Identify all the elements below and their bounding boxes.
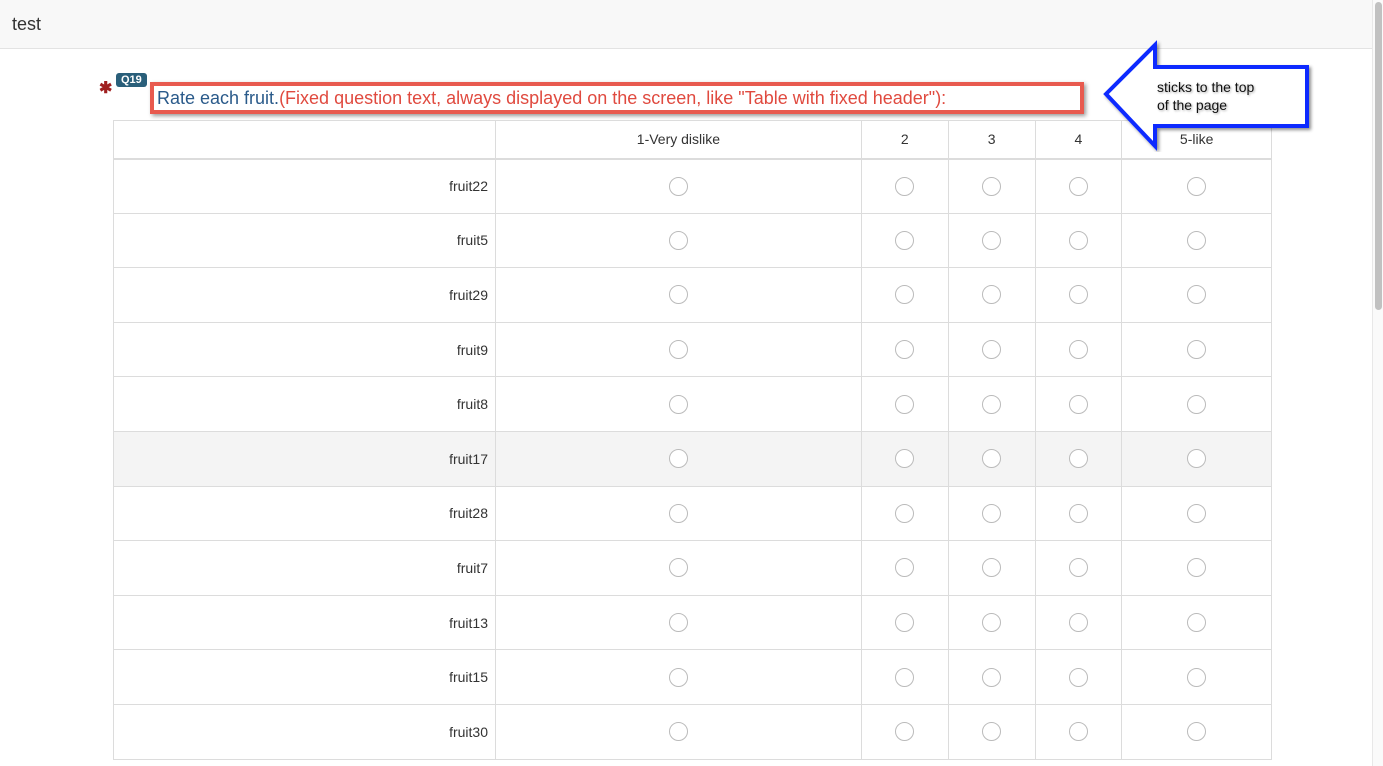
radio-button[interactable] xyxy=(1187,285,1206,304)
radio-button[interactable] xyxy=(895,285,914,304)
radio-cell[interactable] xyxy=(1122,541,1272,596)
column-header: 5-like xyxy=(1122,121,1272,159)
radio-button[interactable] xyxy=(1187,231,1206,250)
radio-cell[interactable] xyxy=(948,213,1035,268)
table-row xyxy=(114,268,1272,323)
radio-button[interactable] xyxy=(669,449,688,468)
row-label: fruit17 xyxy=(114,431,496,486)
radio-button[interactable] xyxy=(1187,449,1206,468)
question-text: Rate each fruit. xyxy=(157,88,280,108)
radio-button[interactable] xyxy=(982,613,1001,632)
radio-cell[interactable] xyxy=(1035,704,1122,759)
radio-cell[interactable] xyxy=(496,322,862,377)
annotation-note xyxy=(1157,78,1254,114)
radio-button[interactable] xyxy=(1069,449,1088,468)
radio-cell[interactable] xyxy=(1035,268,1122,323)
radio-cell[interactable] xyxy=(861,704,948,759)
radio-button[interactable] xyxy=(895,668,914,687)
app-title: test xyxy=(12,14,42,34)
radio-button[interactable] xyxy=(1069,177,1088,196)
radio-button[interactable] xyxy=(669,340,688,359)
radio-button[interactable] xyxy=(1069,668,1088,687)
radio-cell[interactable] xyxy=(1035,322,1122,377)
radio-button[interactable] xyxy=(669,395,688,414)
radio-cell[interactable] xyxy=(861,377,948,432)
table-row xyxy=(114,486,1272,541)
table-row xyxy=(114,650,1272,705)
question-title xyxy=(150,82,1084,114)
radio-cell[interactable] xyxy=(861,159,948,214)
radio-button[interactable] xyxy=(1187,613,1206,632)
radio-cell[interactable] xyxy=(1035,431,1122,486)
radio-cell[interactable] xyxy=(948,541,1035,596)
radio-button[interactable] xyxy=(982,449,1001,468)
radio-button[interactable] xyxy=(982,722,1001,741)
radio-cell[interactable] xyxy=(496,650,862,705)
radio-button[interactable] xyxy=(982,340,1001,359)
radio-cell[interactable] xyxy=(1035,541,1122,596)
radio-cell[interactable] xyxy=(496,159,862,214)
table-row xyxy=(114,704,1272,759)
table-row xyxy=(114,377,1272,432)
radio-button[interactable] xyxy=(982,285,1001,304)
radio-button[interactable] xyxy=(1069,285,1088,304)
row-label: fruit29 xyxy=(114,268,496,323)
radio-button[interactable] xyxy=(895,449,914,468)
radio-cell[interactable] xyxy=(861,541,948,596)
radio-button[interactable] xyxy=(1069,340,1088,359)
radio-button[interactable] xyxy=(895,722,914,741)
row-label: fruit9 xyxy=(114,322,496,377)
required-marker: ✱ xyxy=(99,80,113,97)
table-row xyxy=(114,431,1272,486)
radio-cell[interactable] xyxy=(1122,431,1272,486)
table-row xyxy=(114,213,1272,268)
radio-button[interactable] xyxy=(895,395,914,414)
radio-cell[interactable] xyxy=(948,650,1035,705)
row-label: fruit15 xyxy=(114,650,496,705)
radio-cell[interactable] xyxy=(861,268,948,323)
row-label: fruit8 xyxy=(114,377,496,432)
radio-cell[interactable] xyxy=(861,486,948,541)
radio-button[interactable] xyxy=(669,231,688,250)
column-header: 4 xyxy=(1035,121,1122,159)
radio-cell[interactable] xyxy=(948,595,1035,650)
column-header: 3 xyxy=(948,121,1035,159)
annotation-line-1: sticks to the top xyxy=(1157,79,1255,95)
radio-button[interactable] xyxy=(1187,722,1206,741)
radio-cell[interactable] xyxy=(1122,650,1272,705)
radio-cell[interactable] xyxy=(948,322,1035,377)
radio-button[interactable] xyxy=(669,558,688,577)
radio-cell[interactable] xyxy=(1035,213,1122,268)
radio-cell[interactable] xyxy=(861,650,948,705)
radio-cell[interactable] xyxy=(496,377,862,432)
row-label: fruit7 xyxy=(114,541,496,596)
radio-button[interactable] xyxy=(1187,395,1206,414)
scrollbar[interactable] xyxy=(1372,0,1383,766)
radio-cell[interactable] xyxy=(1035,486,1122,541)
scrollbar-thumb[interactable] xyxy=(1375,2,1382,310)
column-header: 1-Very dislike xyxy=(496,121,862,159)
row-label: fruit30 xyxy=(114,704,496,759)
radio-cell[interactable] xyxy=(496,486,862,541)
radio-button[interactable] xyxy=(1069,722,1088,741)
radio-button[interactable] xyxy=(982,504,1001,523)
row-label: fruit22 xyxy=(114,159,496,214)
radio-cell[interactable] xyxy=(861,595,948,650)
radio-cell[interactable] xyxy=(496,431,862,486)
radio-button[interactable] xyxy=(1069,504,1088,523)
radio-button[interactable] xyxy=(982,231,1001,250)
radio-cell[interactable] xyxy=(1122,595,1272,650)
radio-button[interactable] xyxy=(669,613,688,632)
radio-cell[interactable] xyxy=(948,268,1035,323)
annotation-line-2: of the page xyxy=(1157,97,1228,113)
radio-button[interactable] xyxy=(1187,558,1206,577)
row-label: fruit28 xyxy=(114,486,496,541)
radio-cell[interactable] xyxy=(948,486,1035,541)
radio-button[interactable] xyxy=(895,504,914,523)
radio-cell[interactable] xyxy=(948,377,1035,432)
radio-button[interactable] xyxy=(982,177,1001,196)
radio-button[interactable] xyxy=(982,395,1001,414)
radio-cell[interactable] xyxy=(496,595,862,650)
radio-button[interactable] xyxy=(895,558,914,577)
radio-cell[interactable] xyxy=(861,213,948,268)
radio-cell[interactable] xyxy=(496,704,862,759)
radio-cell[interactable] xyxy=(861,322,948,377)
radio-button[interactable] xyxy=(895,340,914,359)
radio-button[interactable] xyxy=(982,668,1001,687)
radio-button[interactable] xyxy=(1187,177,1206,196)
question-number-badge: Q19 xyxy=(116,73,147,87)
radio-button[interactable] xyxy=(1069,613,1088,632)
radio-cell[interactable] xyxy=(496,213,862,268)
radio-button[interactable] xyxy=(669,722,688,741)
table-row xyxy=(114,322,1272,377)
radio-button[interactable] xyxy=(895,177,914,196)
radio-cell[interactable] xyxy=(1122,213,1272,268)
radio-button[interactable] xyxy=(895,231,914,250)
column-header: 2 xyxy=(861,121,948,159)
radio-cell[interactable] xyxy=(1035,377,1122,432)
radio-button[interactable] xyxy=(895,613,914,632)
rating-matrix xyxy=(113,120,1272,760)
radio-cell[interactable] xyxy=(861,431,948,486)
radio-button[interactable] xyxy=(669,668,688,687)
radio-button[interactable] xyxy=(669,177,688,196)
radio-cell[interactable] xyxy=(1035,159,1122,214)
radio-button[interactable] xyxy=(669,285,688,304)
radio-cell[interactable] xyxy=(948,704,1035,759)
radio-cell[interactable] xyxy=(1035,650,1122,705)
radio-cell[interactable] xyxy=(948,159,1035,214)
radio-cell[interactable] xyxy=(1122,322,1272,377)
radio-button[interactable] xyxy=(1187,340,1206,359)
radio-button[interactable] xyxy=(669,504,688,523)
row-label: fruit5 xyxy=(114,213,496,268)
table-row xyxy=(114,541,1272,596)
radio-button[interactable] xyxy=(1069,395,1088,414)
radio-button[interactable] xyxy=(1187,668,1206,687)
radio-cell[interactable] xyxy=(1122,486,1272,541)
radio-button[interactable] xyxy=(1187,504,1206,523)
radio-cell[interactable] xyxy=(1122,159,1272,214)
row-label: fruit13 xyxy=(114,595,496,650)
radio-cell[interactable] xyxy=(948,431,1035,486)
table-row xyxy=(114,595,1272,650)
header-blank xyxy=(114,121,496,159)
radio-cell[interactable] xyxy=(1122,377,1272,432)
table-row xyxy=(114,159,1272,214)
radio-button[interactable] xyxy=(1069,558,1088,577)
radio-cell[interactable] xyxy=(496,268,862,323)
radio-cell[interactable] xyxy=(496,541,862,596)
radio-cell[interactable] xyxy=(1035,595,1122,650)
question-note: (Fixed question text, always displayed on the screen, like "Table with fixed header"): xyxy=(279,88,947,108)
radio-cell[interactable] xyxy=(1122,704,1272,759)
radio-button[interactable] xyxy=(982,558,1001,577)
radio-cell[interactable] xyxy=(1122,268,1272,323)
radio-button[interactable] xyxy=(1069,231,1088,250)
